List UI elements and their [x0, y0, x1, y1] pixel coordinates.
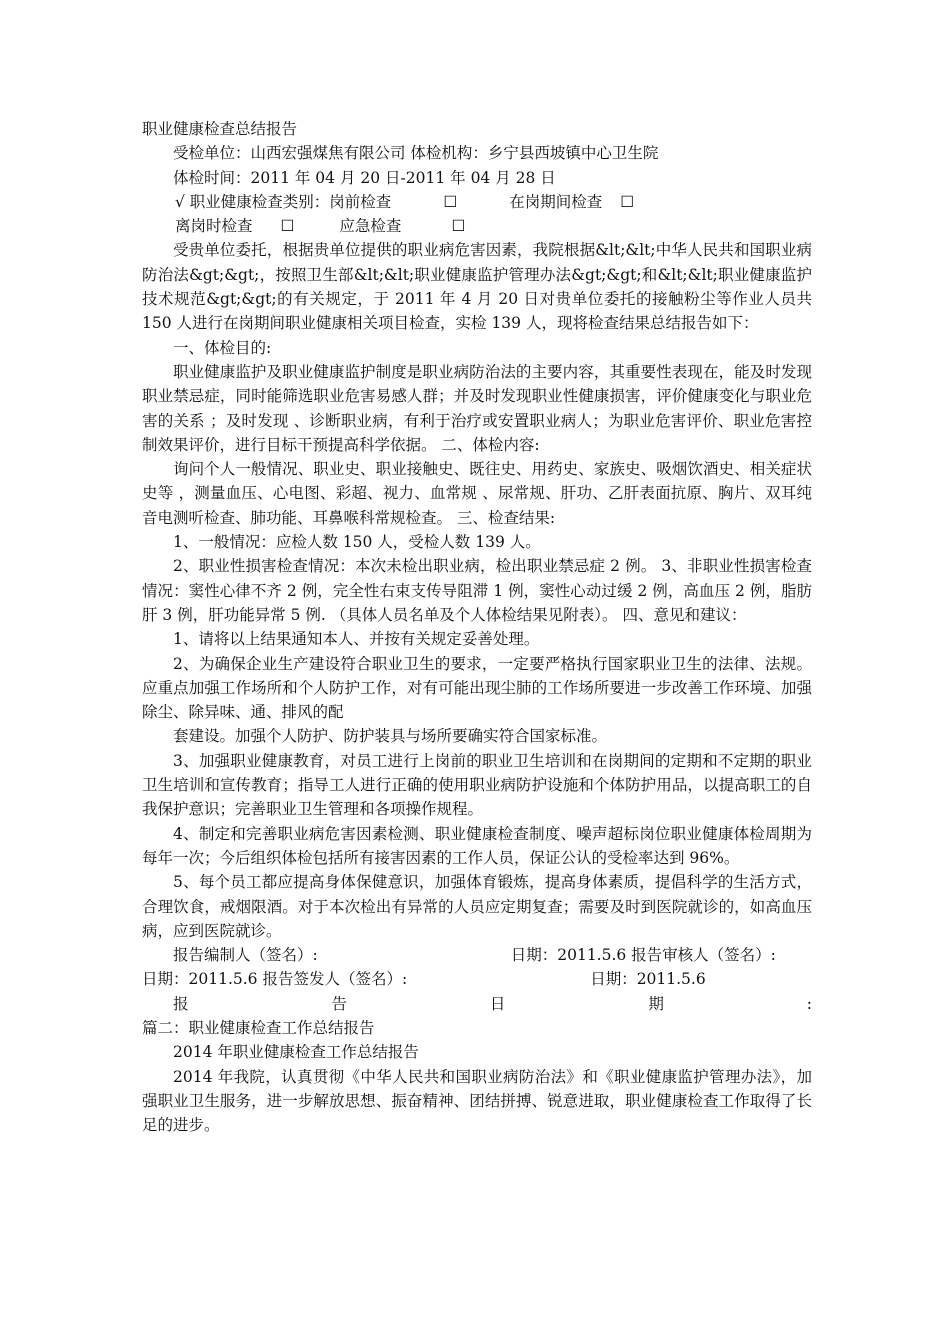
signature-row-2 — [142, 967, 812, 991]
advice-2-continued: 套建设。加强个人防护、防护装具与场所要确实符合国家标准。 — [173, 727, 608, 746]
advice-2: 2、为确保企业生产建设符合职业卫生的要求，一定要严格执行国家职业卫生的法律、法规。应重点加强工作场所和个人防护工作，对有可能出现尘肺的工作场所要进一步改善工作环境、加强除尘、除异味、通、排风的配 — [142, 654, 812, 722]
advice-1: 1、请将以上结果通知本人、并按有关规定妥善处理。 — [173, 630, 540, 649]
category-in-post: 在岗期间检查 — [509, 192, 603, 211]
part2-subtitle: 2014 年职业健康检查工作总结报告 — [173, 1043, 419, 1062]
report-title: 职业健康检查总结报告 — [142, 120, 298, 138]
category-label: √ 职业健康检查类别：岗前检查 — [175, 192, 392, 211]
issue-date: 日期：2011.5.6 — [590, 970, 706, 989]
checkbox-pre-post[interactable]: ☐ — [443, 192, 458, 211]
category-row-2 — [142, 214, 812, 238]
date-and-reviewer: 日期：2011.5.6 报告审核人（签名）: — [510, 946, 776, 965]
result-general: 1、一般情况：应检人数 150 人，受检人数 139 人。 — [173, 533, 541, 552]
compiler-signature: 报告编制人（签名）: — [173, 946, 318, 965]
category-leave: 离岗时检查 — [175, 217, 253, 236]
part2-paragraph: 2014 年我院，认真贯彻《中华人民共和国职业病防治法》和《职业健康监护管理办法》，加强职业卫生服务，进一步解放思想、振奋精神、团结拼搏、锐意进取，职业健康检查工作取得了长足的进步。 — [142, 1067, 812, 1135]
category-emergency: 应急检查 — [339, 217, 402, 236]
checkbox-in-post[interactable]: ☐ — [620, 192, 635, 211]
report-date-char-1: 报 — [173, 994, 189, 1013]
purpose-paragraph: 职业健康监护及职业健康监护制度是职业病防治法的主要内容，其重要性表现在，能及时发现职业禁忌症，同时能筛选职业危害易感人群；并及时发现职业性健康损害，评价健康变化与职业危害的关系 ；及时发现 、诊断职业病，有利于治疗或安置职业病人；为职业危害评价、职业危害控制效果评价，进行目标干预提高科学依据。 二、体检内容: — [142, 362, 812, 454]
report-date-row — [142, 992, 812, 1016]
advice-3: 3、加强职业健康教育，对员工进行上岗前的职业卫生培训和在岗期间的定期和不定期的职业卫生培训和宣传教育；指导工人进行正确的使用职业病防护设施和个体防护用品，以提高职工的自我保护意识；完善职业卫生管理和各项操作规程。 — [142, 751, 812, 819]
advice-4: 4、制定和完善职业病危害因素检测、职业健康检查制度、噪声超标岗位职业健康体检周期为每年一次；今后组织体检包括所有接害因素的工作人员，保证公认的受检率达到 96%。 — [142, 824, 812, 867]
report-date-char-2: 告 — [331, 994, 347, 1013]
unit-line: 受检单位：山西宏强煤焦有限公司 体检机构：乡宁县西坡镇中心卫生院 — [173, 144, 659, 163]
signature-row-1 — [142, 943, 812, 967]
part2-title: 篇二：职业健康检查工作总结报告 — [142, 1018, 375, 1037]
report-date-char-3: 日 — [489, 994, 506, 1013]
section-purpose-heading: 一、体检目的: — [173, 338, 272, 357]
time-line: 体检时间：2011 年 04 月 20 日-2011 年 04 月 28 日 — [173, 168, 556, 187]
intro-paragraph: 受贵单位委托，根据贵单位提供的职业病危害因素，我院根据&lt;&lt;中华人民共和国职业病防治法&gt;&gt;，按照卫生部&lt;&lt;职业健康监护管理办法&gt;&gt;和&lt;&lt;职业健康监护技术规范&gt;&gt;的有关规定，于 2011 年 4 月 20 日对贵单位委托的接触粉尘等作业人员共 150 人进行在岗期间职业健康相关项目检查，实检 139 人，现将检查结果总结报告如下： — [142, 241, 812, 333]
report-date-char-4: 期 — [648, 994, 664, 1013]
category-row-1 — [142, 190, 812, 214]
date-and-issuer: 日期：2011.5.6 报告签发人（签名）: — [142, 970, 408, 989]
document-body — [142, 117, 812, 1137]
checkbox-emergency[interactable]: ☐ — [451, 217, 466, 236]
checkbox-leave[interactable]: ☐ — [280, 217, 295, 236]
report-date-char-5: : — [806, 994, 812, 1013]
content-paragraph: 询问个人一般情况、职业史、职业接触史、既往史、用药史、家族史、吸烟饮酒史、相关症状史等 ，测量血压、心电图、彩超、视力、血常规 、尿常规、肝功、乙肝表面抗原、胸片、双耳纯音电测听检查、肺功能、耳鼻喉科常规检查。 三、检查结果: — [142, 460, 812, 527]
result-occupational: 2、职业性损害检查情况：本次未检出职业病，检出职业禁忌症 2 例。 3、非职业性损害检查情况：窦性心律不齐 2 例，完全性右束支传导阻滞 1 例，窦性心动过缓 2 例，高血压 2 例，脂肪肝 3 例，肝功能异常 5 例. （具体人员名单及个人体检结果见附表）。 四、意见和建议： — [142, 557, 812, 624]
advice-5: 5、每个员工都应提高身体保健意识，加强体育锻炼，提高身体素质，提倡科学的生活方式，合理饮食，戒烟限酒。对于本次检出有异常的人员应定期复查；需要及时到医院就诊的，如高血压病，应到医院就诊。 — [142, 873, 812, 940]
